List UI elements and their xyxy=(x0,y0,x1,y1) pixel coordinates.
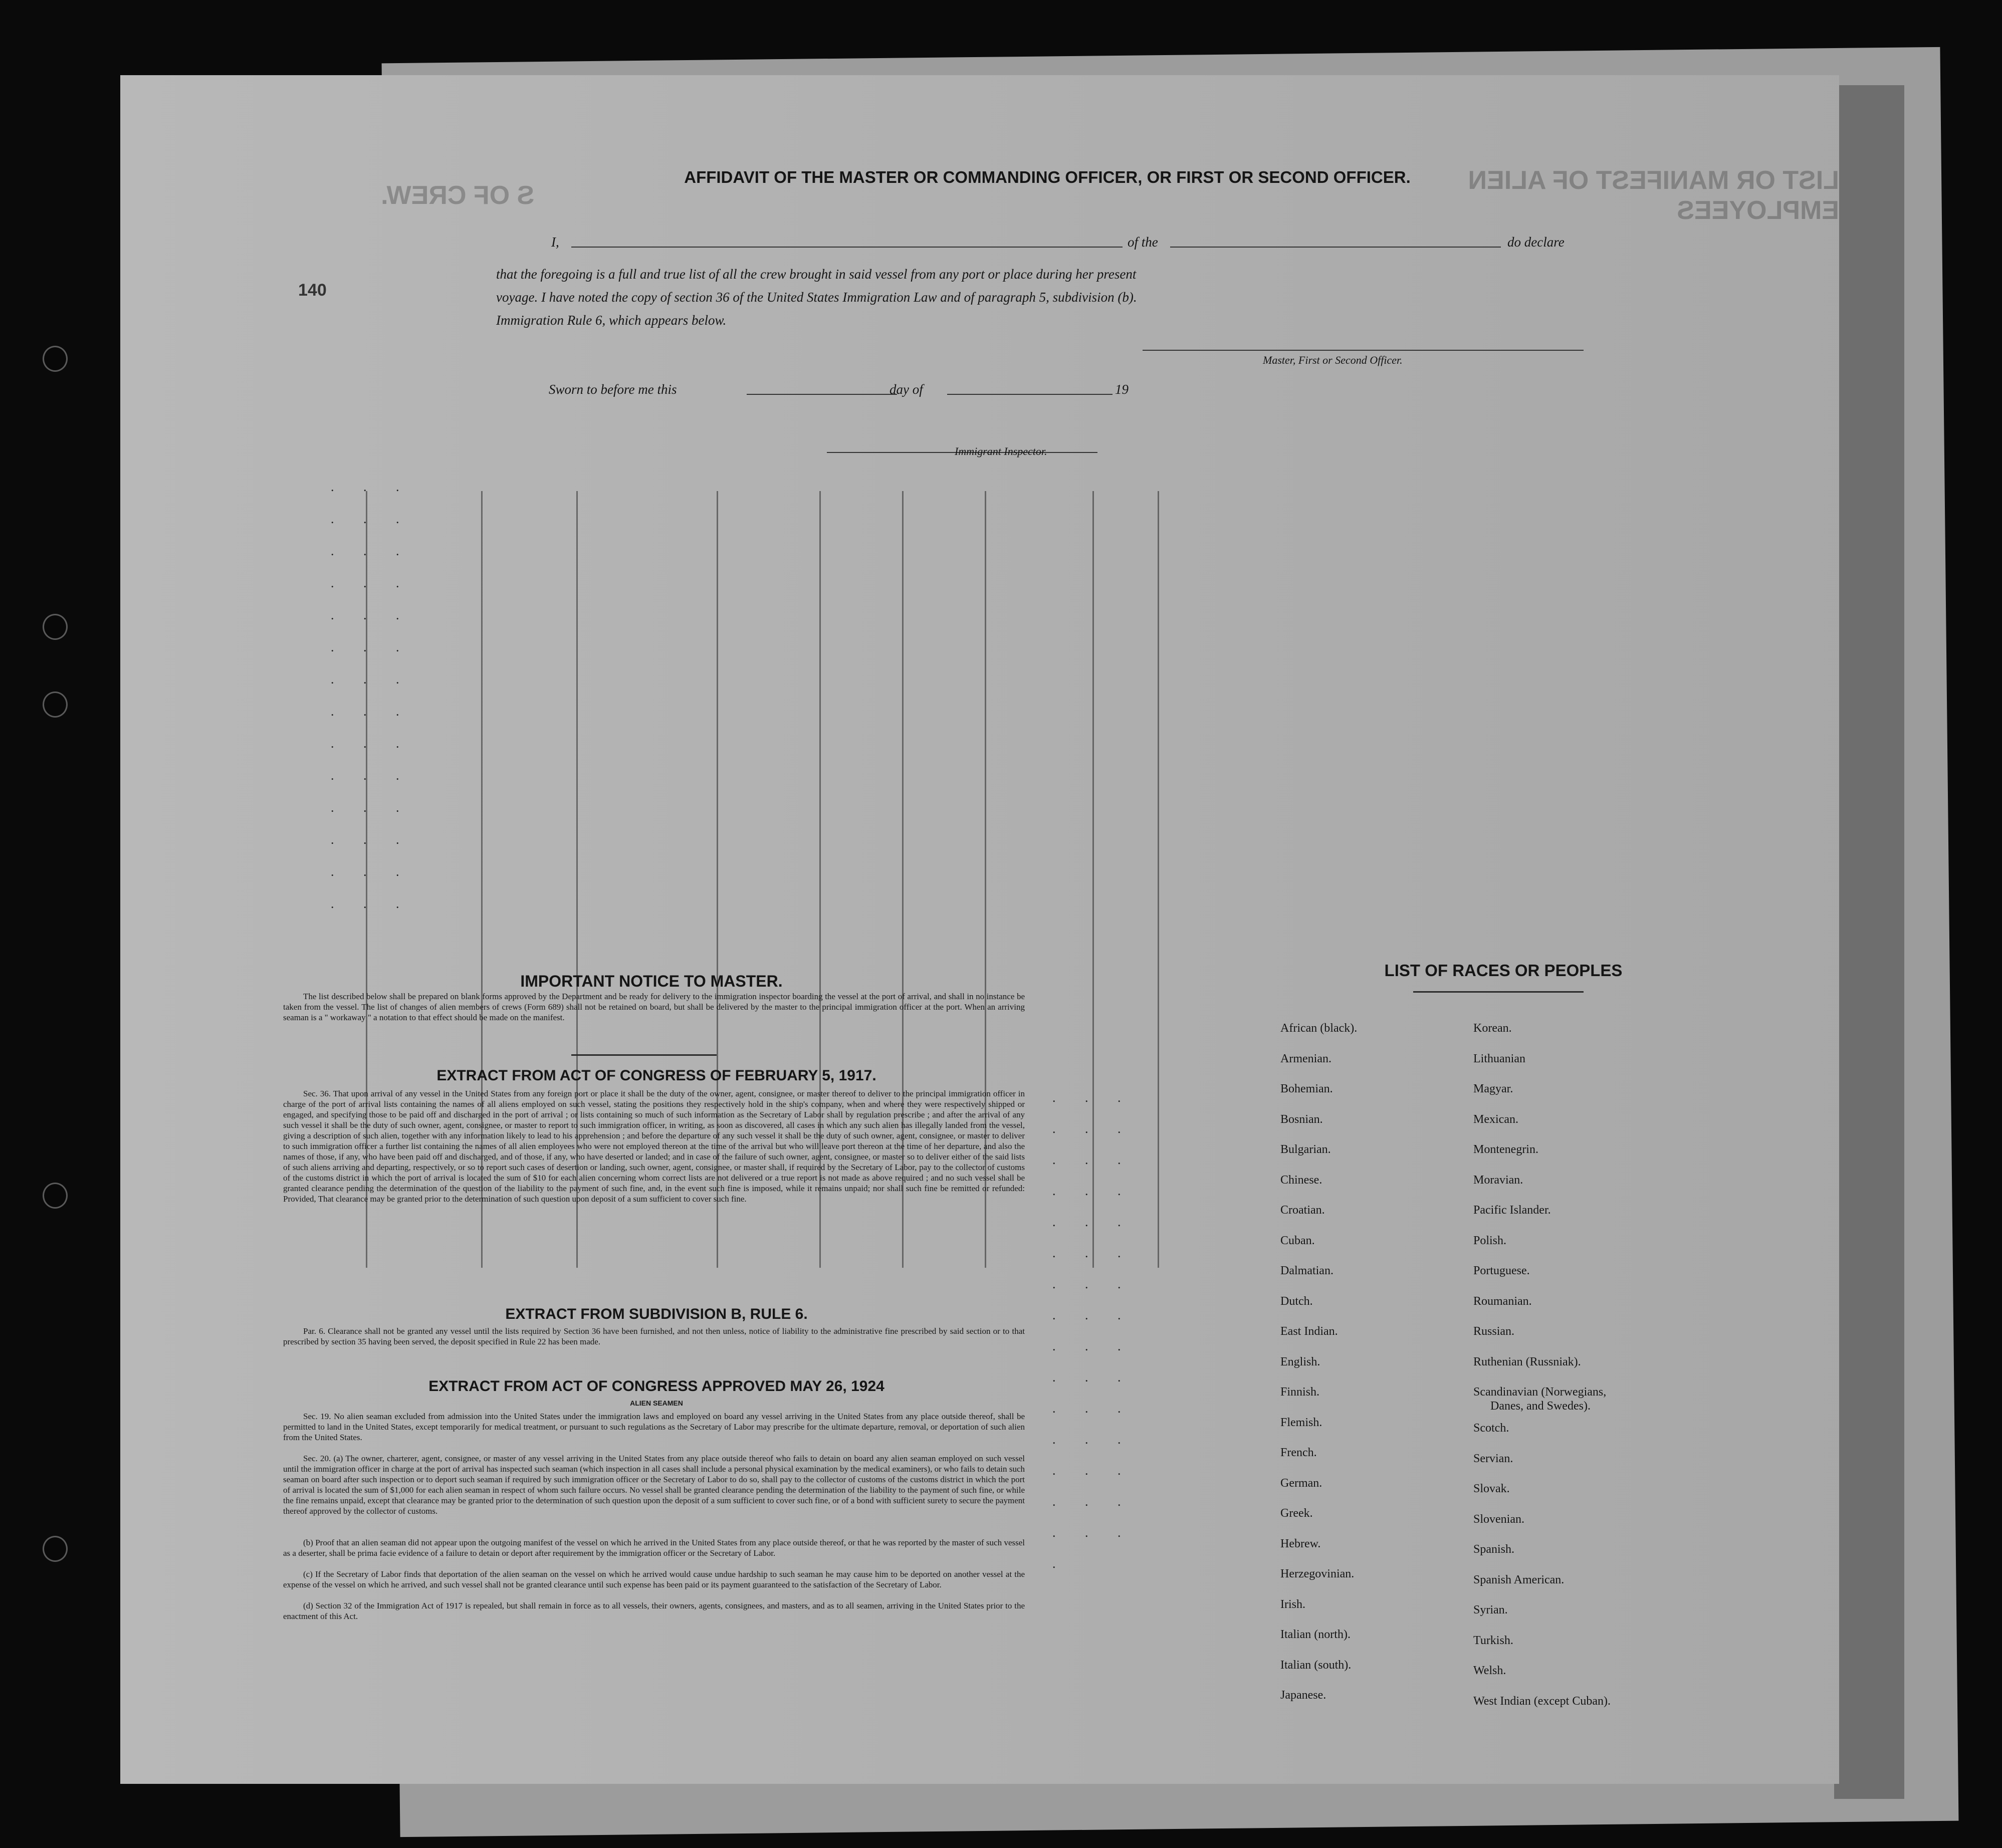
race-item: Croatian. xyxy=(1280,1204,1325,1217)
affidavit-title: AFFIDAVIT OF THE MASTER OR COMMANDING OFFICER, OR FIRST OR SECOND OFFICER. xyxy=(684,168,1411,186)
race-item: Servian. xyxy=(1473,1452,1513,1465)
race-item: Italian (south). xyxy=(1280,1658,1352,1672)
race-item: Dutch. xyxy=(1280,1294,1313,1308)
extract-1924-sec20a: Sec. 20. (a) The owner, charterer, agent, consignee, or master of any vessel arriving in the United States from any place outside thereof who fails to detain on board any alien seaman employed on such vessel until the immigration officer in charge at the port of arrival has inspected such seaman (which inspection in all cases shall include a personal physical examination by the medical examiners), or who fails to detain such seaman on board after such inspection or to deport such seaman if required by such immigration officer or the Secretary of Labor to do so, shall pay to the collector of customs of the customs district in which the port of arrival is located the sum of $1,000 for each alien seaman in respect of whom such failure occurs. No vessel shall be granted clearance pending the determination of the liability to the payment of such fine, or while the fine remains unpaid, except that clearance may be granted prior to the determination of such question upon the deposit of a sum sufficient to cover such fine, or of a bond with sufficient surety to secure the payment thereof approved by the collector of customs. xyxy=(283,1454,1025,1516)
races-left-column xyxy=(1280,1013,1357,1711)
race-item: Finnish. xyxy=(1280,1385,1320,1399)
race-item: African (black). xyxy=(1280,1022,1358,1035)
binder-hole xyxy=(43,346,68,372)
signature-label: Master, First or Second Officer. xyxy=(1263,354,1403,366)
race-item: Portuguese. xyxy=(1473,1264,1530,1277)
bleed-through-text: LIST OR MANIFEST OF ALIEN EMPLOYEES xyxy=(1468,166,1839,225)
race-item: Ruthenian (Russniak). xyxy=(1473,1355,1581,1368)
extract-1924-sec20c: (c) If the Secretary of Labor finds that deportation of the alien seaman on the vessel on which he arrived would cause undue hardship to such seaman he may cause him to be deported on another vessel at the expense of the vessel on which he arrived, and such vessel shall not be granted clearance until such expense has been paid or its payment guaranteed to the satisfaction of the Secretary of Labor. xyxy=(283,1569,1025,1589)
race-item: Bohemian. xyxy=(1280,1082,1333,1095)
margin-note: 140 xyxy=(298,281,327,300)
races-title-underline xyxy=(1413,991,1584,993)
extract-1924-sec20b: (b) Proof that an alien seaman did not appear upon the outgoing manifest of the vessel on which he arrived in the United States from any place outside thereof, or that he was reported by the master of such vessel as a deserter, shall be prima facie evidence of a failure to detain or deport after requirement by the immigration officer or the Secretary of Labor. xyxy=(283,1538,1025,1558)
month-blank xyxy=(947,394,1113,395)
extract-1924-subtitle: ALIEN SEAMEN xyxy=(630,1399,683,1407)
bleed-through-dots: . . . . . . . . . . . . . . . . . . . . . . . . . . . . . . . . . . . . . . . . . . . . . . xyxy=(1052,1090,1134,1571)
races-right-column xyxy=(1473,1013,1611,1716)
race-item: Korean. xyxy=(1473,1022,1512,1035)
affidavit-of-the: of the xyxy=(1128,235,1158,250)
race-item: Welsh. xyxy=(1473,1664,1506,1677)
extract-1917-text: Sec. 36. That upon arrival of any vessel in the United States from any foreign port or place it shall be the duty of the owner, agent, consignee, or master thereof to deliver to the principal immigration officer in charge of the port of arrival lists containing the names of all aliens employed on such vessel, stating the positions they respectively hold in the ship's company, when and where they were respectively shipped or engaged, and specifying those to be paid off and discharged in the port of arrival ; or lists containing so much of such information as the Secretary of Labor shall by regulation prescribe ; and after the arrival of any such vessel it shall be the duty of such owner, agent, consignee, or master to report to such immigration officer, in writing, as soon as discovered, all cases in which any such alien has illegally landed from the vessel, giving a description of such alien, together with any information likely to lead to his apprehension ; and before the departure of any such vessel it shall be the duty of such owner, agent, consignee, or master to deliver to such immigration officer a further list containing the names of all alien employees who were not employed thereon at the time of the arrival but who will leave port thereon at the time of her departure, and also the names of those, if any, who have been paid off and discharged, and of those, if any, who have deserted or landed; and in case of the failure of such owner, agent, consignee, or master so to deliver either of the said lists of such aliens arriving and departing, respectively, or so to report such cases of desertion or landing, such owner, agent, consignee, or master shall, if required by the Secretary of Labor, pay to the collector of customs of the customs district in which the port of arrival is located the sum of $10 for each alien concerning whom correct lists are not delivered or a true report is not made as above required ; and no such vessel shall be granted clearance pending the determination of the question of the liability to the payment of such fine, and, in the event such fine is imposed, while it remains unpaid; nor shall such fine be remitted or refunded: Provided, That clearance may be granted prior to the determination of such question upon deposit of a sum sufficient to cover such fine. xyxy=(283,1089,1025,1204)
race-item: Greek. xyxy=(1280,1507,1313,1520)
extract-1924-sec19: Sec. 19. No alien seaman excluded from admission into the United States under the immigration laws and employed on board any vessel arriving in the United States from any place outside thereof, shall be permitted to land in the United States, except temporarily for medical treatment, or pursuant to such regulations as the Secretary of Labor may prescribe for the ultimate departure, removal, or deportation of such alien from the United States. xyxy=(283,1412,1025,1442)
binder-hole xyxy=(43,614,68,640)
binder-hole xyxy=(43,691,68,718)
year-label: 19 xyxy=(1115,382,1129,397)
race-item: German. xyxy=(1280,1476,1322,1490)
race-item: Russian. xyxy=(1473,1325,1515,1338)
race-item: Montenegrin. xyxy=(1473,1143,1538,1156)
sworn-day-blank xyxy=(747,394,897,395)
affidavit-line-4: Immigration Rule 6, which appears below. xyxy=(496,313,727,328)
race-item: English. xyxy=(1280,1355,1320,1368)
affidavit-line-2: that the foregoing is a full and true list of all the crew brought in said vessel from any port or place during her present xyxy=(496,267,1137,282)
sworn-label: Sworn to before me this xyxy=(549,382,677,397)
races-title: LIST OF RACES OR PEOPLES xyxy=(1384,961,1623,980)
race-item: Irish. xyxy=(1280,1597,1305,1611)
race-item: Bulgarian. xyxy=(1280,1143,1331,1156)
race-item: East Indian. xyxy=(1280,1325,1338,1338)
race-item: West Indian (except Cuban). xyxy=(1473,1694,1611,1708)
signature-line xyxy=(1143,350,1584,351)
race-item: Armenian. xyxy=(1280,1052,1331,1065)
race-item: French. xyxy=(1280,1446,1317,1459)
race-item: Spanish American. xyxy=(1473,1573,1565,1586)
extract-rule6-text: Par. 6. Clearance shall not be granted any vessel until the lists required by Section 36 have been furnished, and not then unless, notice of liability to the administrative fine prescribed by said section or to that prescribed by section 35 having been served, the deposit specified in Rule 22 has been made. xyxy=(283,1326,1025,1346)
binder-hole xyxy=(43,1536,68,1562)
affidavit-line-3: voyage. I have noted the copy of section 36 of the United States Immigration Law and of paragraph 5, subdivision (b). xyxy=(496,290,1137,305)
race-item: Turkish. xyxy=(1473,1634,1513,1647)
race-item: Polish. xyxy=(1473,1234,1507,1247)
affidavit-vessel-blank xyxy=(1170,247,1501,248)
race-item: Scotch. xyxy=(1473,1422,1509,1435)
affidavit-i: I, xyxy=(551,235,559,250)
bleed-through-dots: . . . . . . . . . . . . . . . . . . . . . . . . . . . . . . . . . . . . . . . . . . xyxy=(331,480,412,911)
binder-hole xyxy=(43,1183,68,1209)
race-item: Mexican. xyxy=(1473,1112,1518,1126)
race-item: Flemish. xyxy=(1280,1416,1322,1429)
race-item: Syrian. xyxy=(1473,1603,1508,1616)
day-of-label: day of xyxy=(889,382,923,397)
race-item: Cuban. xyxy=(1280,1234,1315,1247)
race-item: Chinese. xyxy=(1280,1173,1322,1187)
race-item: Hebrew. xyxy=(1280,1537,1321,1550)
race-item: Lithuanian xyxy=(1473,1052,1525,1065)
bleed-through-text: S OF CREW. xyxy=(381,181,535,210)
race-item: Herzegovinian. xyxy=(1280,1567,1355,1580)
affidavit-declare: do declare xyxy=(1507,235,1565,250)
document-page xyxy=(120,75,1839,1784)
race-item: Japanese. xyxy=(1280,1689,1326,1702)
race-item: Italian (north). xyxy=(1280,1628,1351,1641)
back-sheet-edge xyxy=(1834,85,1904,1799)
race-item: Slovak. xyxy=(1473,1482,1510,1495)
notice-title: IMPORTANT NOTICE TO MASTER. xyxy=(520,972,783,990)
extract-1924-title: EXTRACT FROM ACT OF CONGRESS APPROVED MAY 26, 1924 xyxy=(428,1378,884,1395)
extract-1917-title: EXTRACT FROM ACT OF CONGRESS OF FEBRUARY 5, 1917. xyxy=(436,1067,876,1084)
extract-1924-sec20d: (d) Section 32 of the Immigration Act of 1917 is repealed, but shall remain in force as to all vessels, their owners, agents, consignees, and masters, and as to all seamen, arriving in the United States prior to the enactment of this Act. xyxy=(283,1601,1025,1621)
race-item: Bosnian. xyxy=(1280,1112,1323,1126)
extract-rule6-title: EXTRACT FROM SUBDIVISION B, RULE 6. xyxy=(505,1306,808,1322)
race-item: Roumanian. xyxy=(1473,1294,1532,1308)
race-item: Pacific Islander. xyxy=(1473,1204,1551,1217)
race-item: Dalmatian. xyxy=(1280,1264,1333,1277)
notice-text: The list described below shall be prepared on blank forms approved by the Department and be ready for delivery to the immigration inspector boarding the vessel at the port of arrival, and shall in no instance be taken from the vessel. The list of changes of alien members of crews (Form 689) shall not be retained on board, but shall be delivered by the master to the principal immigration officer at the port. When an arriving seaman is a " workaway " a notation to that effect should be made on the manifest. xyxy=(283,992,1025,1022)
race-item: Slovenian. xyxy=(1473,1512,1524,1526)
affidavit-name-blank xyxy=(571,247,1123,248)
race-item: Moravian. xyxy=(1473,1173,1523,1187)
race-item: Scandinavian (Norwegians, xyxy=(1473,1385,1607,1399)
inspector-label: Immigrant Inspector. xyxy=(955,445,1047,457)
race-item: Danes, and Swedes). xyxy=(1490,1400,1591,1413)
race-item: Spanish. xyxy=(1473,1543,1515,1556)
race-item: Magyar. xyxy=(1473,1082,1513,1095)
separator-rule xyxy=(571,1054,717,1056)
